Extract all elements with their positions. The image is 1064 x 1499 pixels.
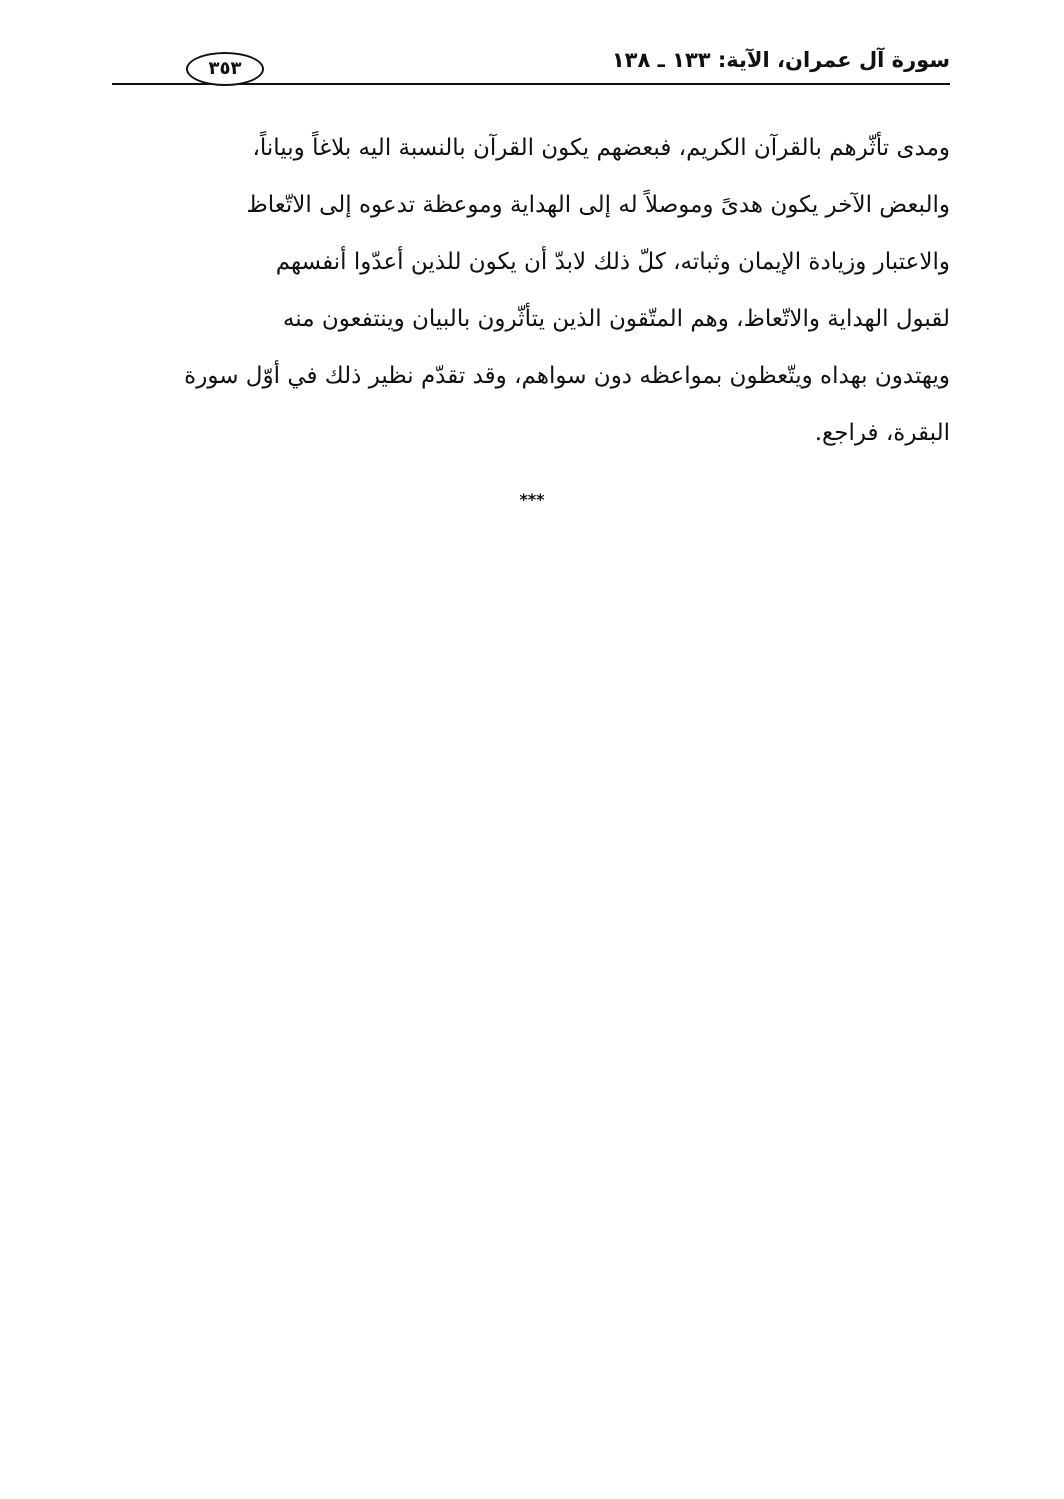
text-line-3: والاعتبار وزيادة الإيمان وثباته، كلّ ذلك لابدّ أن يكون للذين أعدّوا أنفسهم	[275, 249, 950, 275]
page-header	[112, 38, 950, 88]
page-number: ٣٥٣	[186, 52, 264, 86]
text-line-4: لقبول الهداية والاتّعاظ، وهم المتّقون الذين يتأثّرون بالبيان وينتفعون منه	[282, 306, 950, 332]
running-title: سورة آل عمران، الآية: ١٣٣ ـ ١٣٨	[611, 48, 950, 72]
section-separator: ***	[519, 490, 545, 509]
body-text	[112, 120, 950, 462]
text-line-2: والبعض الآخر يكون هدىً وموصلاً له إلى الهداية وموعظة تدعوه إلى الاتّعاظ	[246, 192, 950, 218]
text-line-6: البقرة، فراجع.	[814, 420, 950, 446]
text-line-5: ويهتدون بهداه ويتّعظون بمواعظه دون سواهم، وقد تقدّم نظير ذلك في أوّل سورة	[184, 363, 950, 389]
text-line-1: ومدى تأثّرهم بالقرآن الكريم، فبعضهم يكون القرآن بالنسبة اليه بلاغاً وبياناً،	[252, 135, 950, 161]
